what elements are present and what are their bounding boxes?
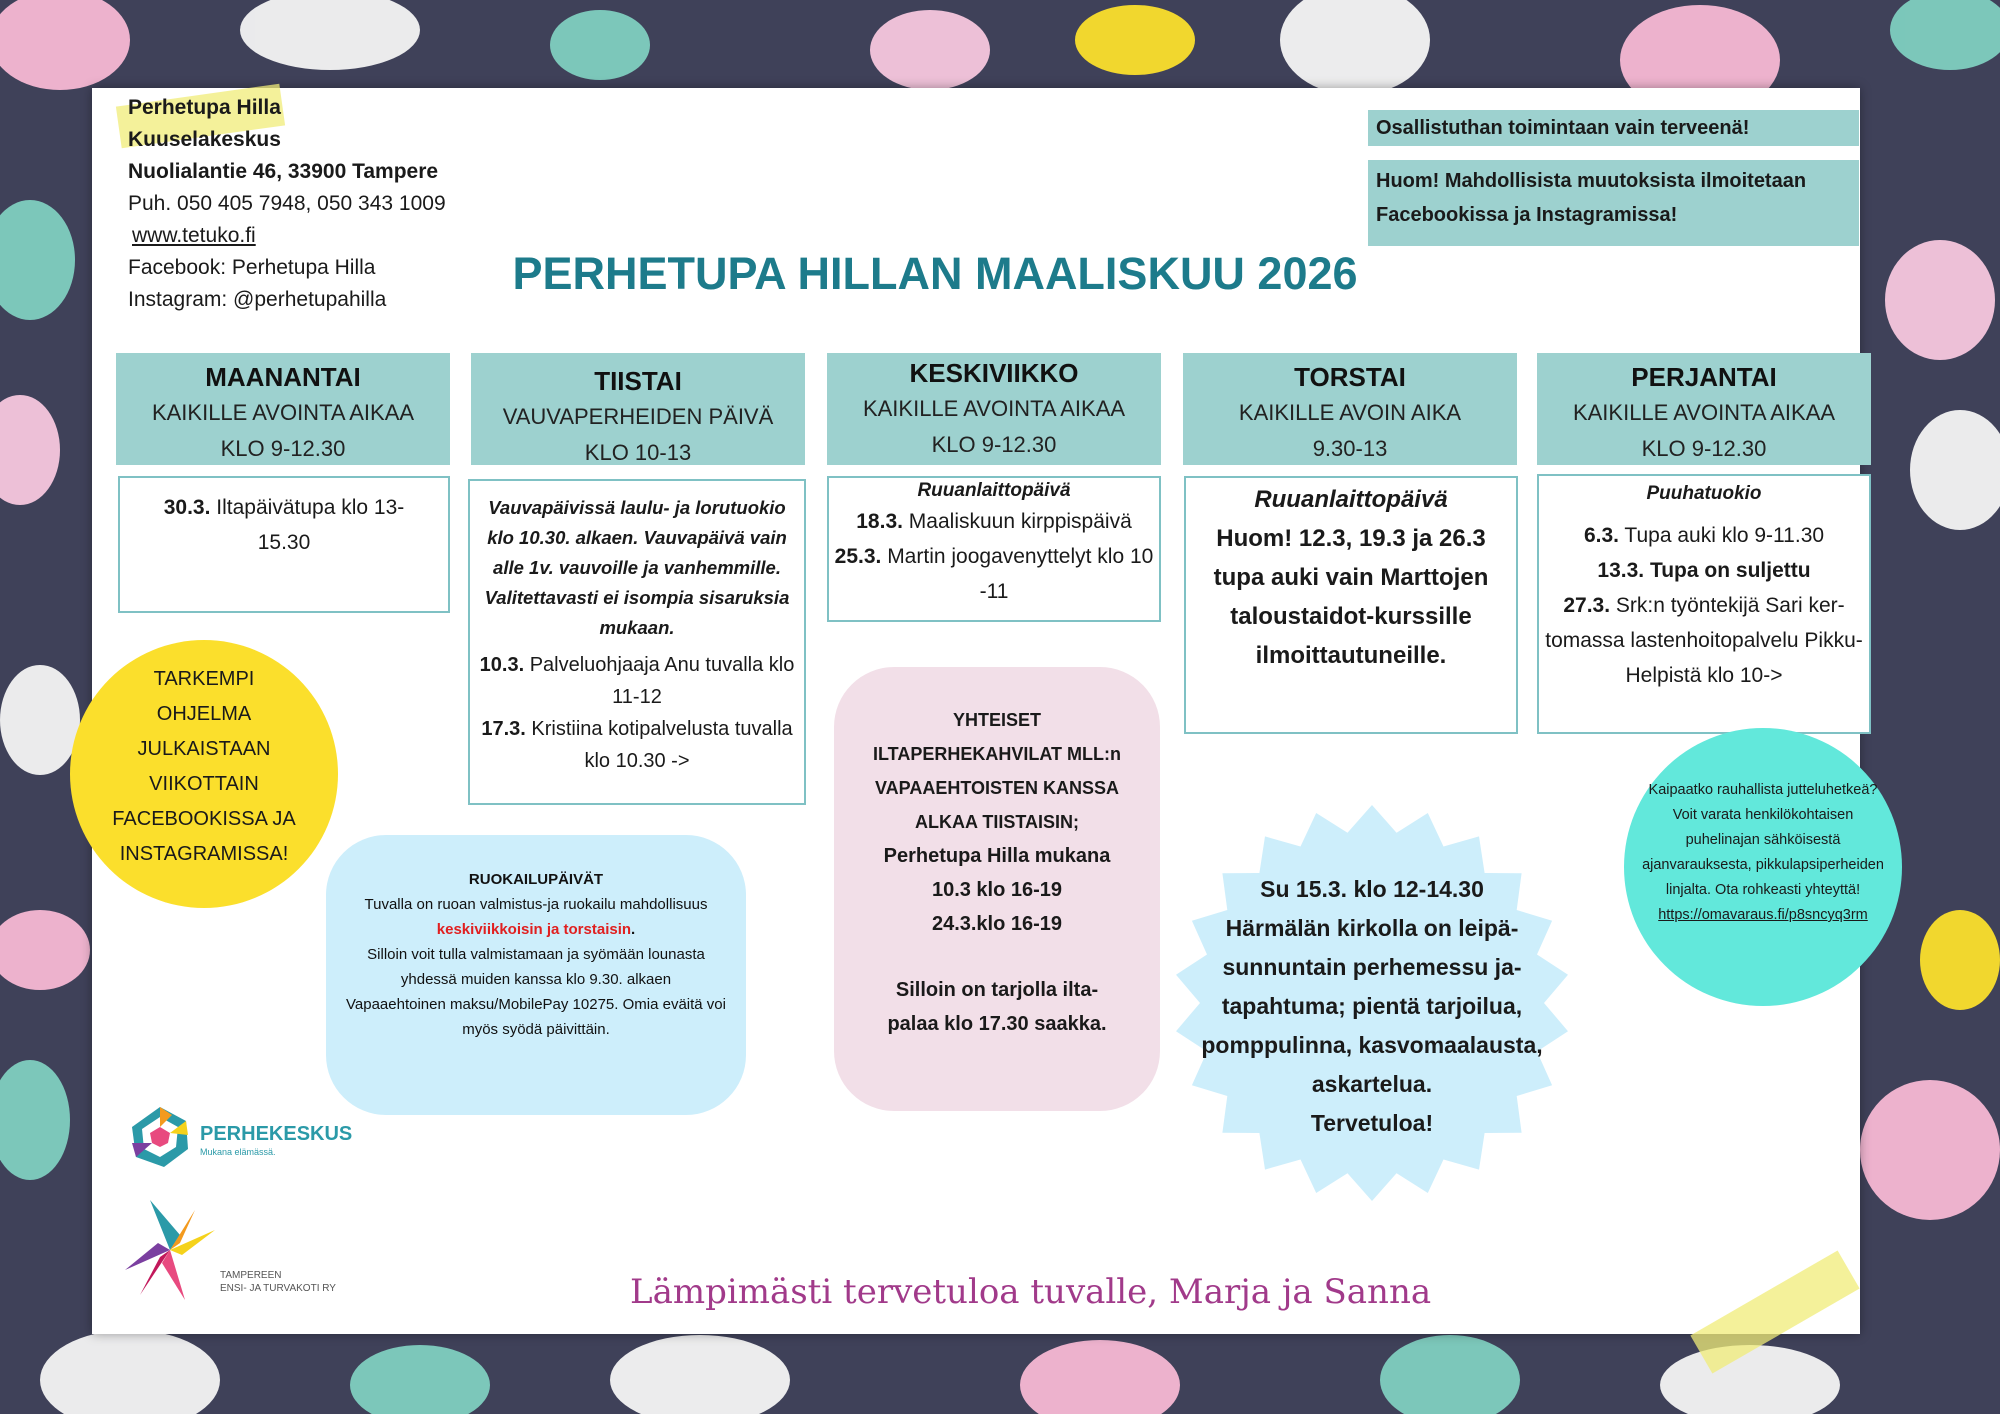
church-line: Tervetuloa! (1310, 1110, 1434, 1136)
friday-event-1 (1543, 518, 1865, 553)
church-line: Härmälän kirkolla on leipä- (1225, 915, 1519, 941)
event-text: Maaliskuun kirppispäivä (902, 510, 1132, 533)
tuesday-event-2 (474, 713, 800, 777)
wednesday-heading: Ruuanlaittopäivä (917, 480, 1071, 501)
day-header-thursday (1183, 353, 1517, 465)
day-name: TORSTAI (1294, 362, 1406, 392)
perhekeskus-text: PERHEKESKUS (200, 1123, 353, 1145)
monday-events (118, 476, 450, 613)
tuesday-intro: Vauvapäivissä laulu- ja lorutuokio klo 10.30. alkaen. Vauvapäivä vain alle 1v. vauvoille ja vanhemmille. Valitettavasti ei isompia sisaruksia mukaan. (484, 497, 790, 638)
evening-line: Perhetupa Hilla mukana (883, 845, 1111, 867)
contact-place: Kuuselakeskus (128, 128, 281, 151)
wednesday-event-1 (833, 504, 1155, 539)
day-name: MAANANTAI (205, 362, 361, 392)
day-header-monday (116, 353, 450, 465)
day-line2: KLO 9-12.30 (220, 436, 346, 461)
day-header-friday (1537, 353, 1871, 465)
church-line: pomppulinna, kasvomaalausta, (1201, 1032, 1543, 1058)
event-date: 18.3. (856, 510, 903, 533)
event-text: Iltapäivätupa klo 13-15.30 (210, 496, 405, 554)
perhekeskus-logo (128, 1105, 353, 1174)
day-header-tuesday (471, 353, 805, 465)
changes-note: Huom! Mahdollisista muutoksista ilmoitetaan Facebookissa ja Instagramissa! (1368, 160, 1859, 246)
bubble-line: JULKAISTAAN (137, 738, 271, 760)
day-line1: KAIKILLE AVOINTA AIKAA (1572, 400, 1836, 425)
website-link[interactable]: www.tetuko.fi (132, 224, 256, 247)
church-line: Su 15.3. klo 12-14.30 (1260, 876, 1484, 902)
church-event (1172, 870, 1572, 1143)
contact-name: Perhetupa Hilla (128, 96, 281, 119)
day-header-wednesday (827, 353, 1161, 465)
closing-greeting: Lämpimästi tervetuloa tuvalle, Marja ja Sanna (630, 1272, 1432, 1312)
event-text: Tupa auki klo 9-11.30 (1618, 524, 1825, 547)
bubble-line: FACEBOOKISSA JA (112, 808, 296, 830)
ensikoti-logo (120, 1195, 336, 1310)
tuesday-events (468, 479, 806, 805)
church-line: tapahtuma; pientä tarjoilua, (1221, 993, 1523, 1019)
event-text: Palveluohjaaja Anu tuvalla klo 11-12 (524, 654, 795, 708)
food-highlight: keskiviikkoisin ja torstaisin (436, 921, 632, 938)
event-text: Srk:n työntekijä Sari ker-tomassa lastenhoitopalvelu Pikku-Helpistä klo 10-> (1545, 594, 1863, 687)
evening-extra: Silloin on tarjolla ilta-palaa klo 17.30 saakka. (887, 979, 1107, 1035)
contact-facebook: Facebook: Perhetupa Hilla (128, 256, 376, 279)
evening-line: 10.3 klo 16-19 (931, 879, 1063, 901)
phone-appointment-bubble (1624, 728, 1902, 1006)
event-date: 30.3. (163, 496, 211, 519)
perhekeskus-subtext: Mukana elämässä. (200, 1147, 276, 1157)
day-line1: VAUVAPERHEIDEN PÄIVÄ (502, 404, 774, 429)
food-text-1 (326, 892, 746, 942)
perhekeskus-emblem-icon (128, 1105, 192, 1169)
mint-text: Kaipaatko rauhallista jutteluhetkeä? Voit varata henkilökohtaisen puhelinajan sähköisestä ajanvarauksesta, pikkulapsiperheiden linjalta. Ota rohkeasti yhteyttä! (1642, 782, 1884, 898)
day-line1: KAIKILLE AVOINTA AIKAA (151, 400, 415, 425)
day-line2: KLO 9-12.30 (931, 432, 1057, 457)
ensikoti-line2: ENSI- JA TURVAKOTI RY (220, 1283, 336, 1294)
day-name: TIISTAI (594, 366, 682, 396)
event-date: 6.3. (1583, 524, 1619, 547)
evening-line: VAPAAEHTOISTEN KANSSA (874, 778, 1120, 798)
event-date: 27.3. (1563, 594, 1611, 617)
food-text: Tuvalla on ruoan valmistus-ja ruokailu mahdollisuus (364, 896, 708, 913)
contact-address: Nuolialantie 46, 33900 Tampere (128, 160, 439, 183)
event-date: 17.3. (481, 718, 526, 740)
contact-instagram: Instagram: @perhetupahilla (128, 288, 387, 311)
appointment-link[interactable]: https://omavaraus.fi/p8sncyq3rm (1658, 907, 1868, 923)
bubble-line: OHJELMA (156, 703, 252, 725)
wednesday-event-2 (833, 539, 1155, 609)
weekly-program-bubble (70, 640, 338, 908)
food-heading: RUOKAILUPÄIVÄT (468, 871, 604, 888)
friday-event-2: 13.3. Tupa on suljettu (1597, 559, 1811, 582)
tuesday-event-1 (474, 649, 800, 713)
evening-cafe-box (834, 667, 1160, 1111)
day-name: KESKIVIIKKO (909, 358, 1079, 388)
ensikoti-line1: TAMPEREEN (220, 1270, 282, 1281)
page-title: PERHETUPA HILLAN MAALISKUU 2026 (512, 248, 1358, 299)
evening-line: YHTEISET (952, 710, 1041, 730)
event-date: 25.3. (834, 545, 882, 568)
evening-line: 24.3.klo 16-19 (931, 913, 1063, 935)
church-line: sunnuntain perhemessu ja- (1222, 954, 1522, 980)
day-name: PERJANTAI (1631, 362, 1777, 392)
contact-phone: Puh. 050 405 7948, 050 343 1009 (128, 192, 446, 215)
pinwheel-icon (120, 1195, 220, 1305)
food-text-2: Silloin voit tulla valmistamaan ja syömään lounasta yhdessä muiden kanssa klo 9.30. alkaen (367, 946, 705, 988)
thursday-heading: Ruuanlaittopäivä (1254, 486, 1448, 513)
bubble-line: INSTAGRAMISSA! (119, 843, 289, 865)
day-line2: KLO 10-13 (584, 440, 692, 465)
food-days-box (326, 835, 746, 1115)
wednesday-events (827, 476, 1161, 622)
day-line1: KAIKILLE AVOIN AIKA (1238, 400, 1462, 425)
day-line1: KAIKILLE AVOINTA AIKAA (862, 396, 1126, 421)
day-line2: 9.30-13 (1312, 436, 1388, 461)
thursday-events (1184, 476, 1518, 734)
healthy-note: Osallistuthan toimintaan vain terveenä! (1368, 110, 1859, 146)
food-period: . (631, 921, 636, 938)
bubble-line: VIIKOTTAIN (149, 773, 259, 795)
evening-line: ILTAPERHEKAHVILAT MLL:n (873, 744, 1121, 764)
church-line: askartelua. (1311, 1071, 1433, 1097)
bubble-line: TARKEMPI (153, 668, 255, 690)
friday-heading: Puuhatuokio (1646, 483, 1762, 504)
event-text: Kristiina kotipalvelusta tuvalla klo 10.30 -> (525, 718, 793, 772)
thursday-text: Huom! 12.3, 19.3 ja 26.3 tupa auki vain Marttojen taloustaidot-kurssille ilmoittautuneille. (1213, 525, 1489, 669)
event-date: 10.3. (479, 654, 525, 676)
friday-events (1537, 474, 1871, 734)
friday-event-3 (1543, 588, 1865, 693)
food-text-3: Vapaaehtoinen maksu/MobilePay 10275. Omia eväitä voi myös syödä päivittäin. (346, 996, 726, 1038)
event-text: Martin joogavenyttelyt klo 10 -11 (881, 545, 1154, 603)
evening-line: ALKAA TIISTAISIN; (915, 812, 1079, 832)
day-line2: KLO 9-12.30 (1641, 436, 1767, 461)
